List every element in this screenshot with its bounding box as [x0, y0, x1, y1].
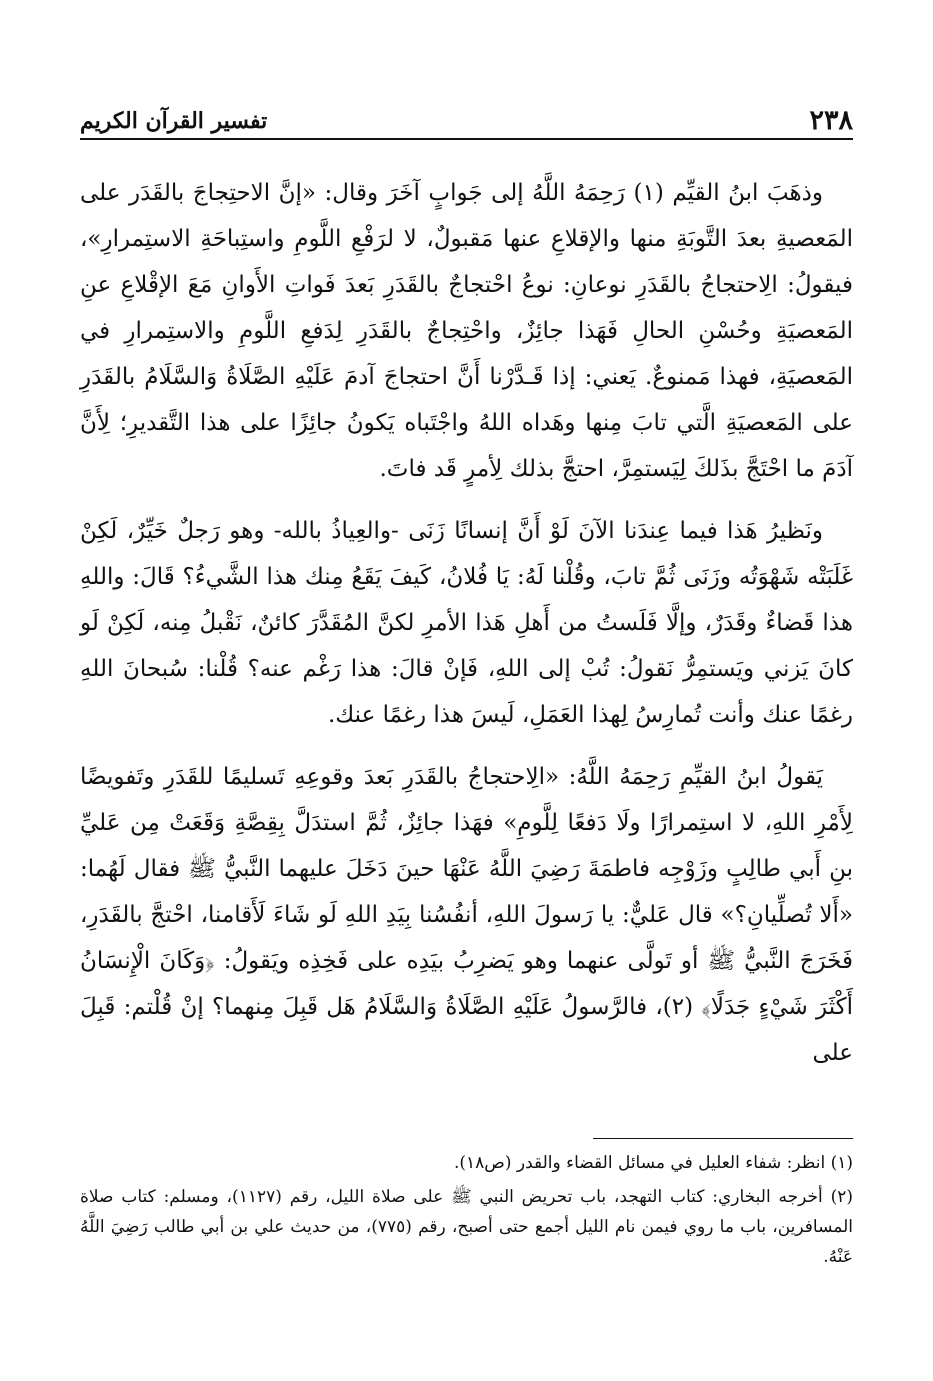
running-title: تفسير القرآن الكريم — [80, 108, 268, 134]
main-text — [80, 170, 853, 1092]
footnote-separator — [593, 1138, 853, 1139]
paragraph: يَقولُ ابنُ القيِّمِ رَحِمَهُ اللَّهُ: «الِاحتجاجُ بالقَدَرِ بَعدَ وقوعِهِ تَسليمًا للقَدَرِ وتَفويضًا لِأَمْرِ اللهِ، لا استِمرارًا ولَا دَفعًا لِلَّومِ» فهَذا جائِزٌ، ثُمَّ استدَلَّ بِقِصَّةِ وَقَعَتْ مِن عَليِّ بنِ أَبي طالِبٍ وزَوْجِه فاطمَةَ رَضِيَ اللَّهُ عَنْهَا حينَ دَخَلَ عليهما النَّبيُّ ﷺ فقال لَهُما: «أَلا تُصلِّيانِ؟» قال عَليٌّ: يا رَسولَ اللهِ، أنفُسُنا بِيَدِ اللهِ لَو شَاءَ لَأَقامنا، احْتجَّ بالقَدَرِ، فَخَرَجَ النَّبيُّ ﷺ أو تَولَّى عنهما وهو يَضرِبُ بيَدِه على فَخِذِه ويَقولُ: ﴿وَكَانَ الْإِنسَانُ أَكْثَرَ شَيْءٍ جَدَلًا﴾ (٢)، فالرَّسولُ عَلَيْهِ الصَّلَاةُ وَالسَّلَامُ هَل قَبِلَ مِنهما؟ إنْ قُلْتم: قَبِلَ على — [80, 764, 853, 1066]
footnote: (٢) أخرجه البخاري: كتاب التهجد، باب تحريض النبي ﷺ على صلاة الليل، رقم (١١٢٧)، ومسلم: كتاب صلاة المسافرين، باب ما روي فيمن نام الليل أجمع حتى أصبح، رقم (٧٧٥)، من حديث علي بن أبي طالب رَضِيَ اللَّهُ عَنْهُ. — [80, 1187, 853, 1267]
paragraph: وذهَبَ ابنُ القيِّم (١) رَحِمَهُ اللَّهُ إلى جَوابٍ آخَرَ وقال: «إنَّ الاحتِجاجَ بالقَدَر على المَعصيةِ بعدَ التَّوبَةِ منها والإقلاعِ عنها مَقبولٌ، لا لرَفْعِ اللَّومِ واستِباحَةِ الاستِمرارِ»، فيقولُ: الِاحتجاجُ بالقَدَرِ نوعانِ: نوعُ احْتجاجٌ بالقَدَرِ بَعدَ فَواتِ الأَوانِ مَعَ الإقْلاعِ عنِ المَعصيَةِ وحُسْنِ الحالِ فَهَذا جائِزٌ، واحْتِجاجٌ بالقَدَرِ لِدَفعِ اللَّومِ والاستِمرارِ في المَعصيَةِ، فهذا مَمنوعٌ. يَعني: إذا قَـدَّرْنا أَنَّ احتجاجَ آدمَ عَلَيْهِ الصَّلَاةُ وَالسَّلَامُ بالقَدَرِ على المَعصيَةِ الَّتي تابَ مِنها وهَداه اللهُ واجْتَباه يَكونُ جائِزًا على هذا التَّقديرِ؛ لِأَنَّ آدَمَ ما احْتَجَّ بذَلكَ لِيَستمِرَّ، احتجَّ بذلك لِأمرٍ قَد فاتَ. — [80, 180, 853, 482]
page-number: ٢٣٨ — [809, 105, 853, 136]
paragraph: ونَظيرُ هَذا فيما عِندَنا الآنَ لَوْ أَنَّ إنسانًا زَنَى -والعِياذُ بالله- وهو رَجلٌ خَيِّرٌ، لَكِنْ غَلَبَتْه شَهْوَتُه وزَنَى ثُمَّ تابَ، وقُلْنا لَهُ: يَا فُلانُ، كَيفَ يَقَعُ مِنك هذا الشَّيءُ؟ قَالَ: واللهِ هذا قَضاءٌ وقَدَرٌ، وإلَّا فَلَستُ من أَهلِ هَذا الأمرِ لكنَّ المُقَدَّرَ كائنٌ، نَقْبلُ مِنه، لَكِنْ لَو كانَ يَزني ويَستمِرُّ نَقولُ: تُبْ إلى اللهِ، فَإنْ قالَ: هذا رَغْم عنه؟ قُلْنا: سُبحانَ اللهِ رغمًا عنك وأنت تُمارِسُ لِهذا العَمَلِ، لَيسَ هذا رغمًا عنك. — [80, 518, 853, 728]
footnotes — [80, 1148, 853, 1276]
page-header — [80, 98, 853, 140]
footnote: (١) انظر: شفاء العليل في مسائل القضاء والقدر (ص١٨). — [453, 1153, 853, 1173]
